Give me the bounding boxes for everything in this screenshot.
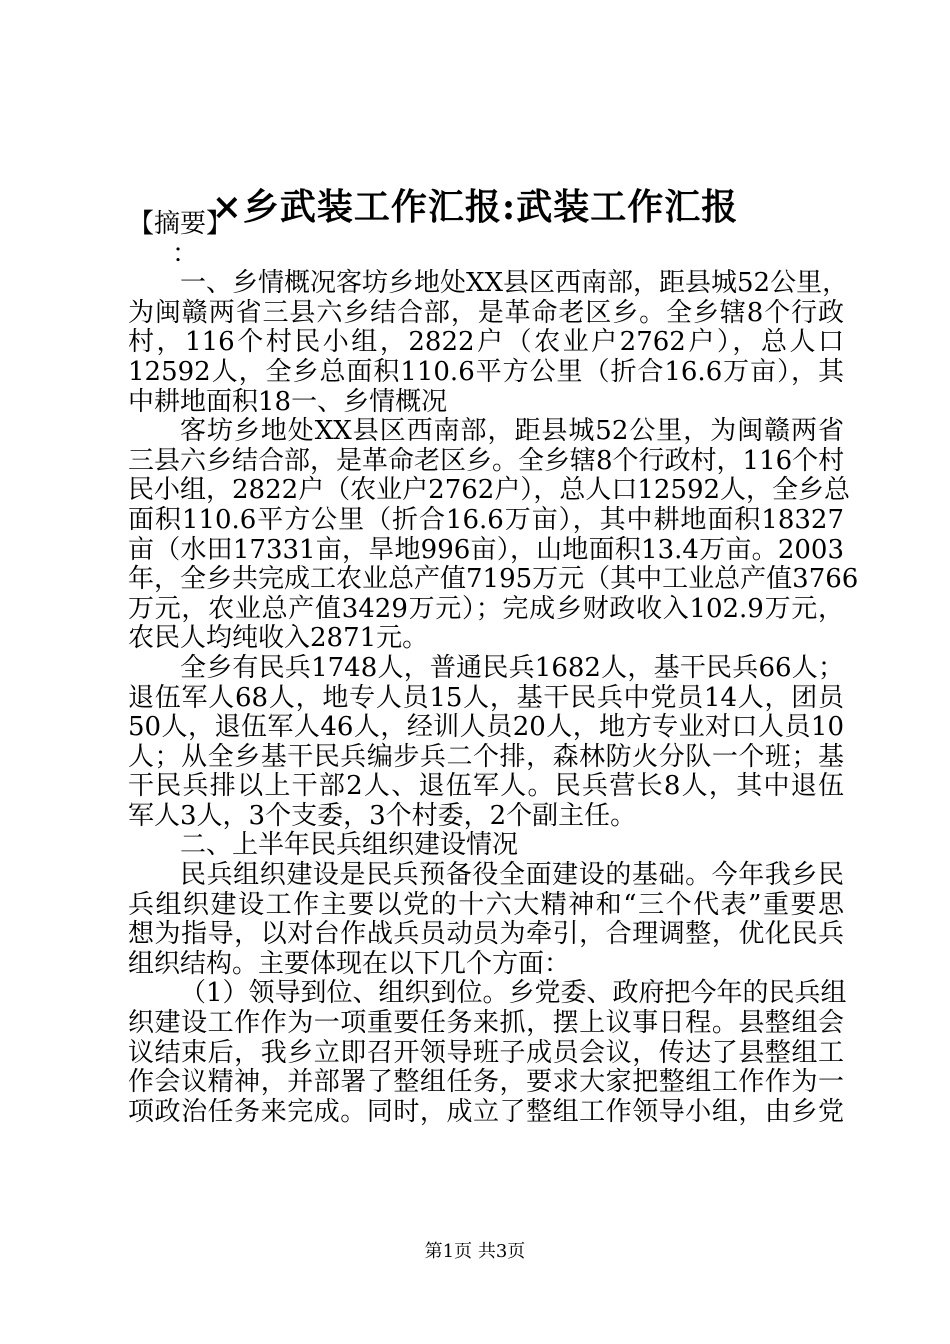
- text-line: 中耕地面积18一、乡情概况: [128, 386, 448, 417]
- text-line: 为闽赣两省三县六乡结合部，是革命老区乡。全乡辖8个行政: [128, 297, 844, 328]
- text-line: 兵组织建设工作主要以党的十六大精神和“三个代表”重要思: [128, 889, 844, 920]
- text-line: 织建设工作作为一项重要任务来抓，摆上议事日程。县整组会: [128, 1008, 844, 1039]
- text-line: 退伍军人68人，地专人员15人，基干民兵中党员14人，团员: [128, 682, 844, 713]
- text-line: 议结束后，我乡立即召开领导班子成员会议，传达了县整组工: [128, 1037, 844, 1068]
- abstract-label: 【摘要】: [128, 209, 233, 239]
- text-line: 12592人，全乡总面积110.6平方公里（折合16.6万亩），其: [128, 356, 844, 387]
- text-line: 作会议精神，并部署了整组任务，要求大家把整组工作作为一: [128, 1067, 844, 1098]
- page-footer: 第1页 共3页: [424, 1241, 526, 1262]
- text-line: 一、乡情概况客坊乡地处XX县区西南部，距县城52公里，: [180, 268, 849, 299]
- text-line: 民兵组织建设是民兵预备役全面建设的基础。今年我乡民: [180, 860, 844, 891]
- text-line: 三县六乡结合部，是革命老区乡。全乡辖8个行政村，116个村: [128, 445, 845, 476]
- text-line: 亩（水田17331亩，旱地996亩），山地面积13.4万亩。2003: [128, 534, 844, 565]
- text-line: 干民兵排以上干部2人、退伍军人。民兵营长8人，其中退伍: [128, 771, 844, 802]
- text-line: 50人，退伍军人46人，经训人员20人，地方专业对口人员10: [128, 712, 844, 743]
- text-line: （1）领导到位、组织到位。乡党委、政府把今年的民兵组: [180, 978, 847, 1009]
- text-line: 客坊乡地处XX县区西南部，距县城52公里，为闽赣两省: [180, 416, 844, 447]
- text-line: 组织结构。主要体现在以下几个方面：: [128, 948, 571, 979]
- text-line: 项政治任务来完成。同时，成立了整组工作领导小组，由乡党: [128, 1096, 844, 1127]
- text-line: 万元，农业总产值3429万元）；完成乡财政收入102.9万元，: [128, 593, 844, 624]
- text-line: 想为指导，以对台作战兵员动员为牵引，合理调整，优化民兵: [128, 919, 844, 950]
- text-line: 村，116个村民小组，2822户（农业户2762户），总人口: [128, 327, 844, 358]
- document-title: ×乡武装工作汇报:武装工作汇报: [211, 186, 739, 228]
- text-line: 年，全乡共完成工农业总产值7195万元（其中工业总产值3766: [128, 564, 859, 595]
- text-line: 军人3人，3个支委，3个村委，2个副主任。: [128, 800, 637, 831]
- section-heading: 二、上半年民兵组织建设情况: [180, 830, 519, 861]
- document-body: [128, 209, 859, 1127]
- colon-line: ：: [172, 238, 199, 269]
- text-line: 面积110.6平方公里（折合16.6万亩），其中耕地面积18327: [128, 504, 844, 535]
- text-line: 农民人均纯收入2871元。: [128, 623, 429, 654]
- text-line: 全乡有民兵1748人，普通民兵1682人，基干民兵66人；: [180, 652, 844, 683]
- text-line: 民小组，2822户（农业户2762户），总人口12592人，全乡总: [128, 475, 851, 506]
- text-line: 人；从全乡基干民兵编步兵二个排，森林防火分队一个班；基: [128, 741, 844, 772]
